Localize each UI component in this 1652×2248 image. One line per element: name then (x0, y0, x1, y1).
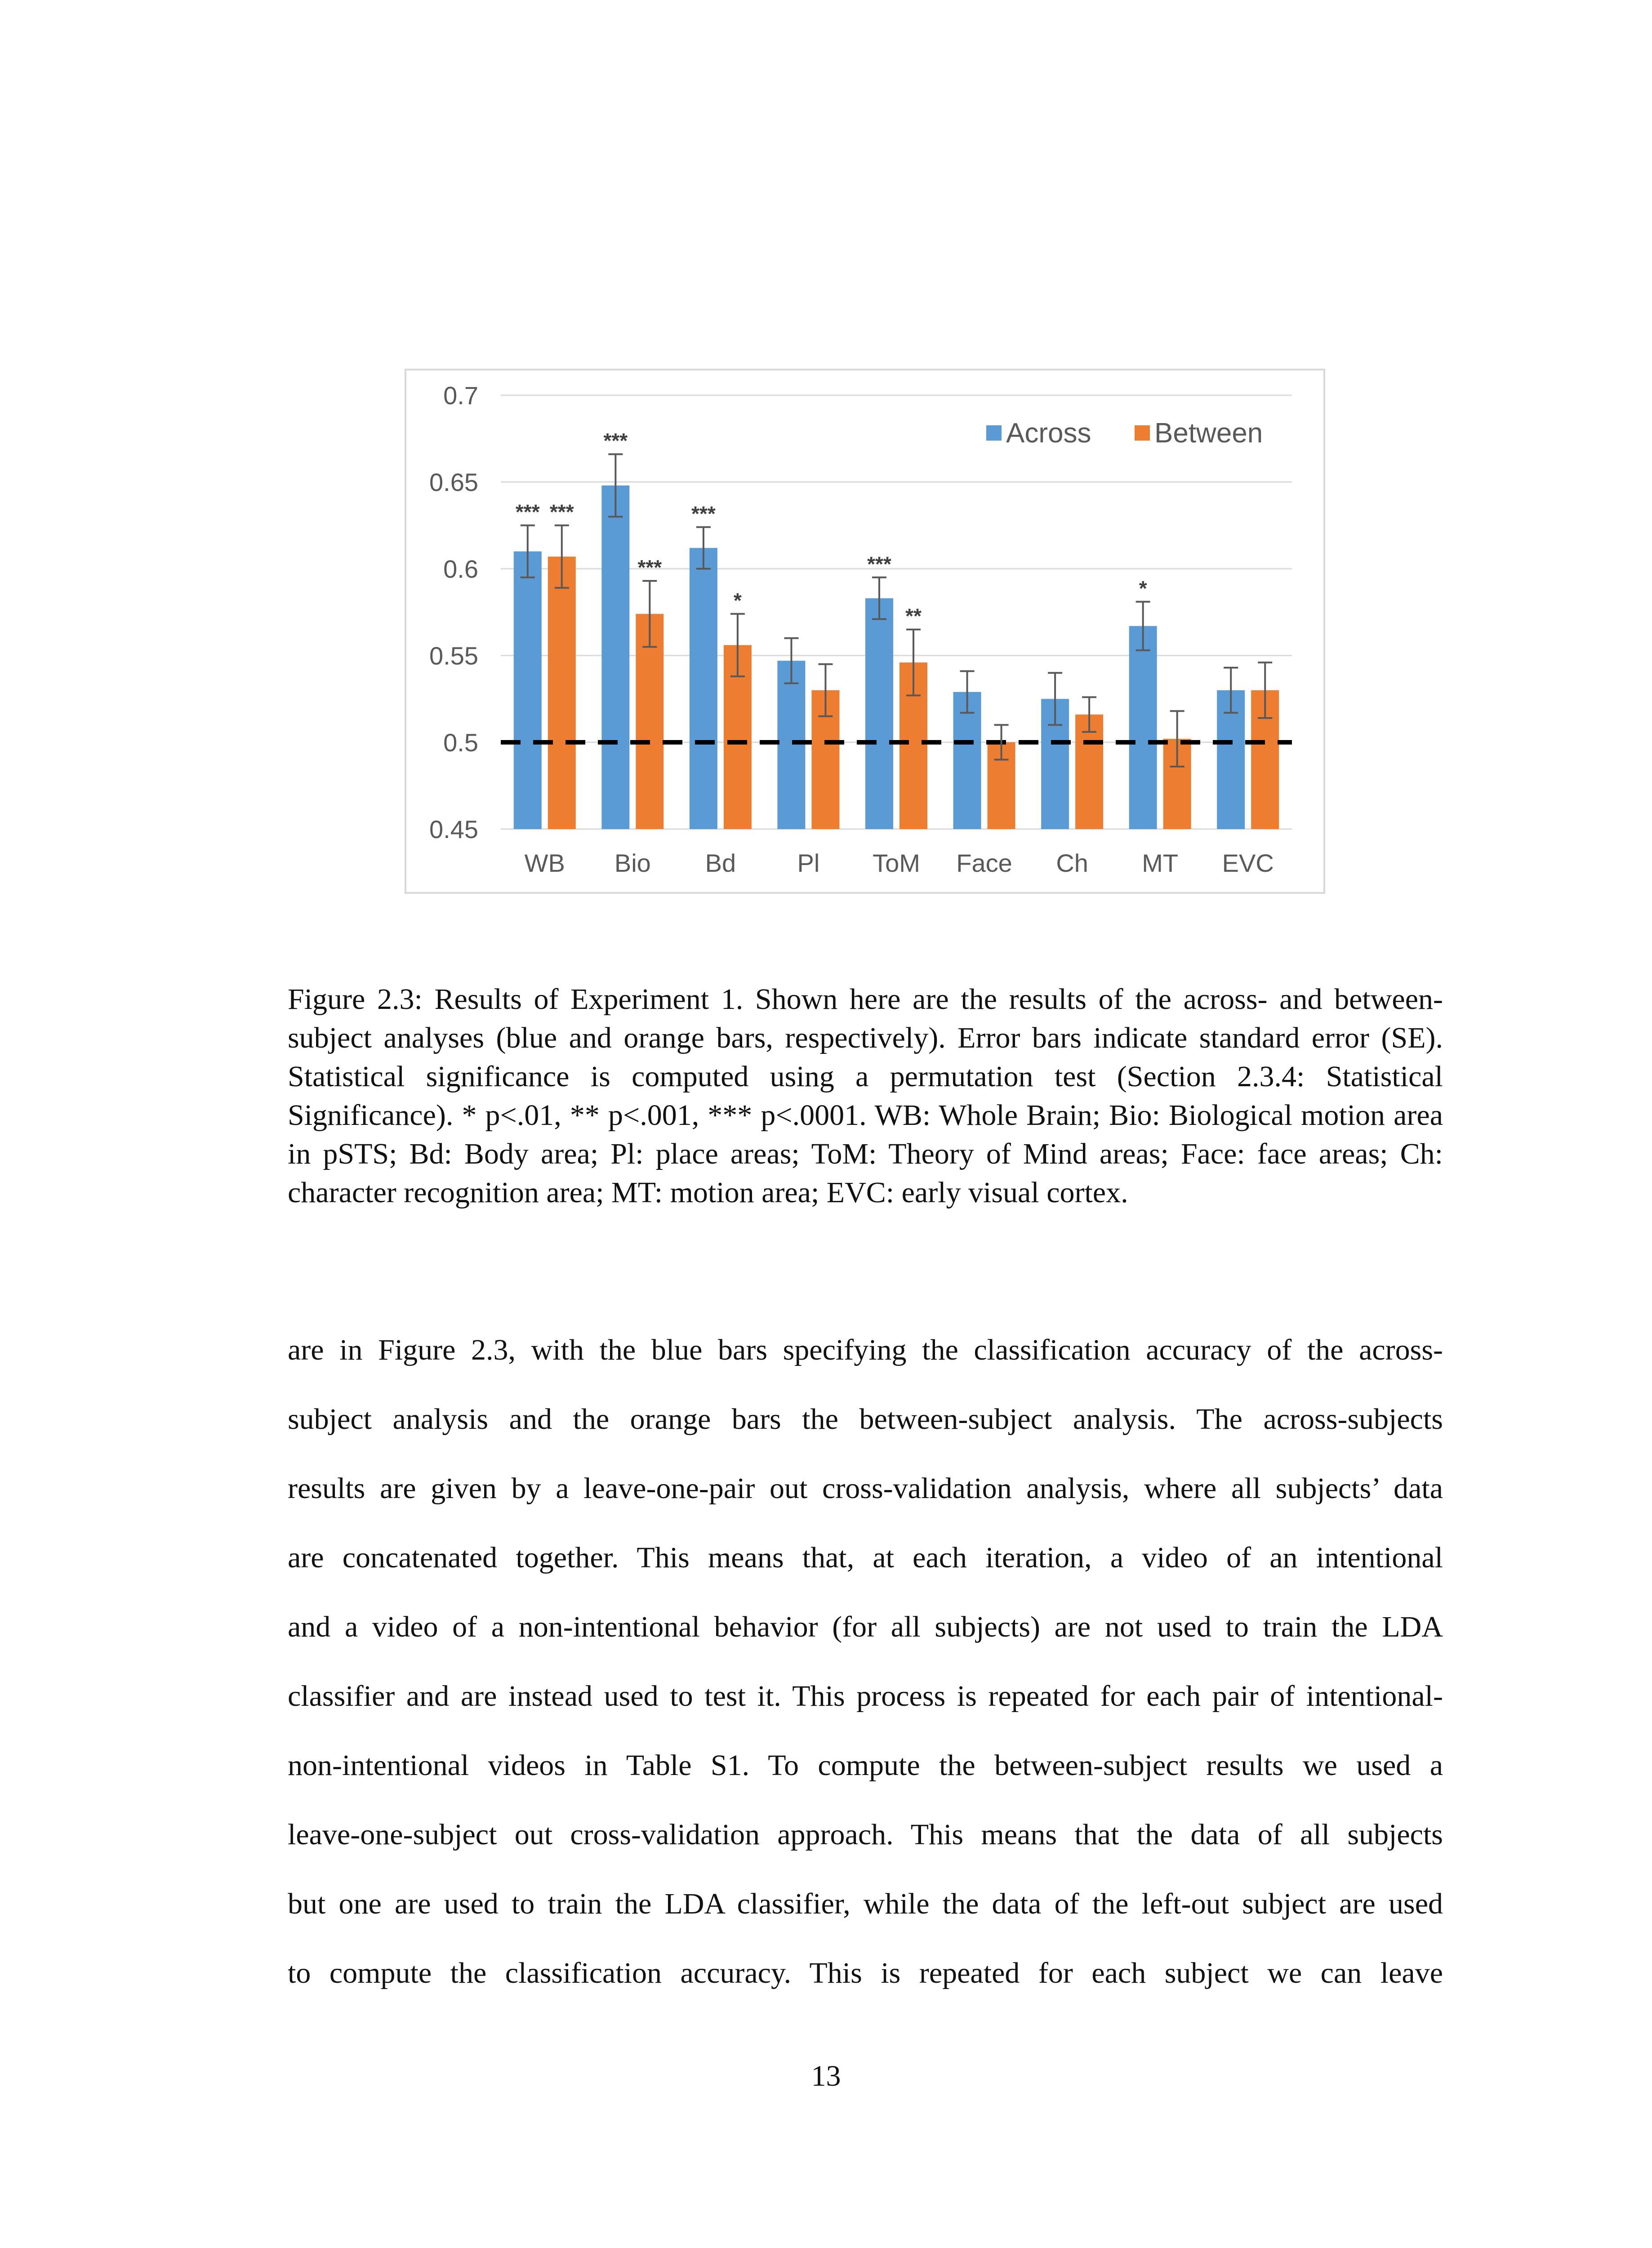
x-tick-label: MT (1142, 849, 1179, 877)
legend-label-across: Across (1006, 418, 1091, 449)
body-line: classifier and are instead used to test it. This process is repeated for each pair of intentional- (288, 1680, 1443, 1713)
bar-across (1129, 626, 1157, 829)
bar-across (514, 551, 542, 829)
y-tick-label: 0.65 (429, 468, 478, 496)
y-tick-label: 0.45 (429, 815, 478, 843)
significance-label: *** (637, 556, 662, 580)
x-tick-label: Pl (797, 849, 820, 877)
x-tick-label: Ch (1056, 849, 1088, 877)
significance-label: ** (905, 604, 922, 628)
body-line: are in Figure 2.3, with the blue bars specifying the classification accuracy of the across- (288, 1334, 1443, 1366)
body-line: leave-one-subject out cross-validation approach. This means that the data of all subjects (288, 1818, 1443, 1851)
x-tick-label: EVC (1222, 849, 1274, 877)
significance-label: * (733, 589, 742, 612)
y-tick-label: 0.6 (443, 555, 478, 583)
y-tick-label: 0.7 (443, 381, 478, 410)
body-line: but one are used to train the LDA classifier, while the data of the left-out subject are used (288, 1887, 1443, 1920)
y-tick-label: 0.55 (429, 642, 478, 670)
body-line: non-intentional videos in Table S1. To compute the between-subject results we used a (288, 1749, 1443, 1782)
bar-between (548, 557, 576, 829)
significance-label: *** (549, 500, 574, 524)
body-line: subject analysis and the orange bars the between-subject analysis. The across-subjects (288, 1403, 1443, 1436)
significance-label: *** (515, 500, 540, 524)
legend-swatch-between (1135, 425, 1150, 441)
significance-label: *** (691, 502, 716, 526)
x-tick-label: WB (524, 849, 565, 877)
body-line: and a video of a non-intentional behavior (for all subjects) are not used to train the LDA (288, 1610, 1443, 1643)
figure-chart (405, 369, 1325, 894)
significance-label: * (1139, 576, 1147, 600)
legend-swatch-across (986, 425, 1002, 441)
significance-label: *** (603, 429, 628, 453)
x-tick-label: ToM (873, 849, 920, 877)
x-tick-label: Bd (705, 849, 736, 877)
significance-label: *** (867, 552, 891, 576)
bar-chart (406, 370, 1327, 896)
page-number: 13 (811, 2060, 841, 2092)
body-line: are concatenated together. This means that, at each iteration, a video of an intentional (288, 1541, 1443, 1574)
body-text (288, 1331, 1443, 2023)
figure-caption: Figure 2.3: Results of Experiment 1. Shown here are the results of the across- and between-subject analyses (blue and orange bars, respectively). Error bars indicate standard error (SE). Statistical significance is computed using a permutation test (Section 2.3.4: Statistical Significance). * p<.01, ** p<.001, *** p<.0001. WB: Whole Brain; Bio: Biological motion area in pSTS; Bd: Body area; Pl: place areas; ToM: Theory of Mind areas; Face: face areas; Ch: character recognition area; MT: motion area; EVC: early visual cortex. (288, 983, 1443, 1209)
body-line: to compute the classification accuracy. This is repeated for each subject we can leave (288, 1957, 1443, 1989)
y-tick-label: 0.5 (443, 728, 478, 757)
bar-across (690, 548, 717, 829)
bar-across (865, 598, 893, 829)
bar-across (777, 661, 805, 829)
legend-label-between: Between (1154, 418, 1263, 449)
bar-across (601, 486, 629, 829)
x-tick-label: Face (956, 849, 1012, 877)
body-line: results are given by a leave-one-pair out cross-validation analysis, where all subjects’ data (288, 1472, 1443, 1505)
x-tick-label: Bio (614, 849, 651, 877)
